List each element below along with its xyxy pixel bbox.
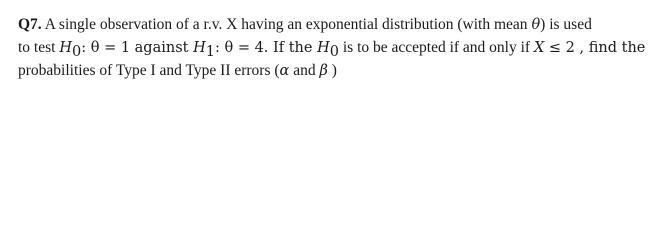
and-text: and xyxy=(289,62,320,79)
h0-ref-symbol: H xyxy=(317,40,330,56)
h0-subscript: 0 xyxy=(72,44,82,61)
closing-paren: ) xyxy=(327,62,337,79)
x-variable: X xyxy=(533,40,545,56)
h0-expression: : θ = 1 against xyxy=(81,40,194,56)
h0-ref-subscript: 0 xyxy=(329,44,339,61)
question-text xyxy=(18,13,658,82)
question-intro-text: A single observation of a r.v. X having an exponential distribution (with mean xyxy=(41,16,532,33)
h1-subscript: 1 xyxy=(205,44,215,61)
question-line-1 xyxy=(18,13,658,36)
beta-symbol: β xyxy=(319,63,328,79)
question-number: Q7. xyxy=(18,16,42,33)
h0-symbol: H xyxy=(59,40,72,56)
alpha-symbol: α xyxy=(279,63,290,79)
acceptance-text: is to be accepted if and only if xyxy=(338,39,534,56)
to-test-text: to test xyxy=(18,39,60,56)
question-line1-end: ) is used xyxy=(540,16,592,33)
errors-text: probabilities of Type I and Type II errors ( xyxy=(18,62,280,79)
acceptance-condition: ≤ 2 , find the xyxy=(544,40,646,56)
question-line-2 xyxy=(18,36,658,59)
theta-symbol: θ xyxy=(531,17,541,33)
h1-expression: : θ = 4. If the xyxy=(214,40,318,56)
h1-symbol: H xyxy=(193,40,206,56)
question-line-3 xyxy=(18,59,658,82)
